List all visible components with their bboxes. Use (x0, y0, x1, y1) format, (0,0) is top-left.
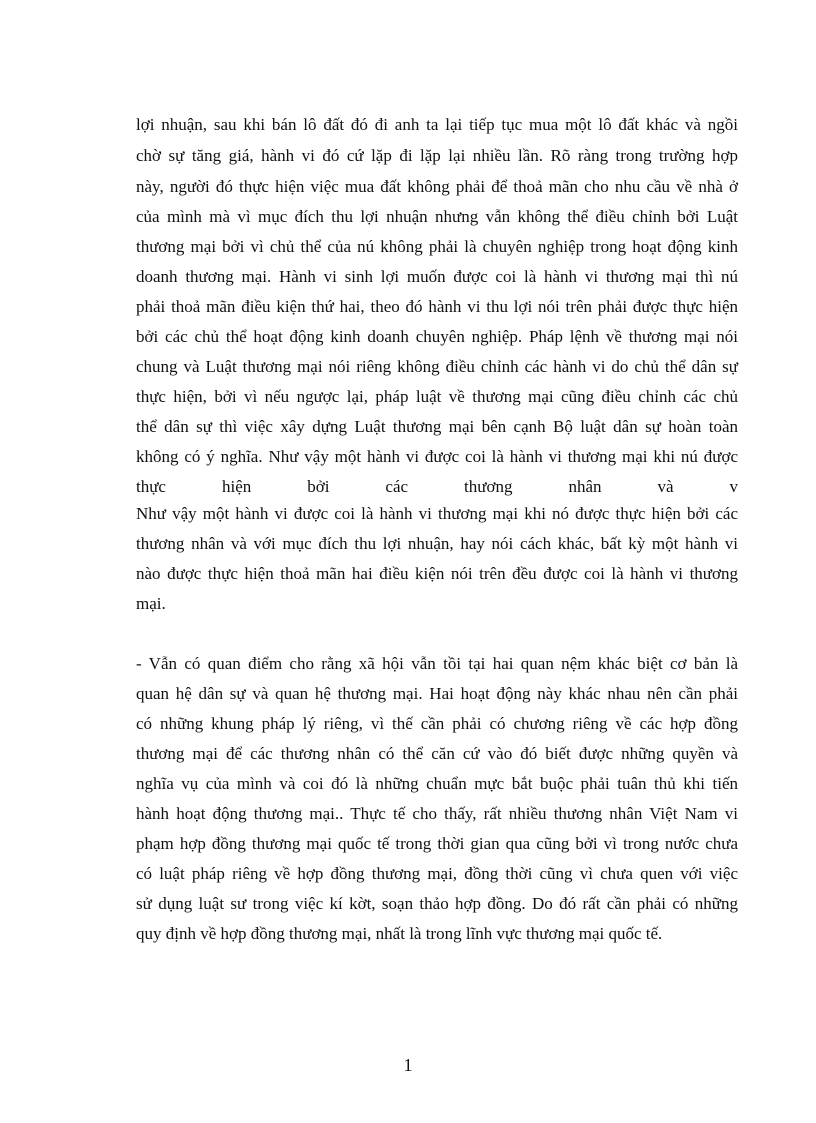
text-line: phải thoả mãn điều kiện thứ hai, theo đó hành vi thu lợi nói trên phải được thực hiện (136, 297, 738, 316)
text-line: này, người đó thực hiện việc mua đất không phải để thoả mãn cho nhu cầu về nhà ở (136, 177, 738, 196)
page-number: 1 (403, 1055, 413, 1075)
text-line: thể dân sự thì việc xây dựng Luật thương mại bên cạnh Bộ luật dân sự hoàn toàn (136, 417, 738, 436)
text-line: nào được thực hiện thoả mãn hai điều kiện nói trên đều được coi là hành vi thương (136, 564, 738, 583)
text-line: mại. (136, 594, 166, 613)
text-line: thương mại để các thương nhân có thể căn cứ vào đó biết được những quyền và (136, 744, 738, 763)
text-line: không có ý nghĩa. Như vậy một hành vi được coi là hành vi thương mại khi nú được (136, 447, 738, 466)
text-line: quy định về hợp đồng thương mại, nhất là trong lĩnh vực thương mại quốc tế. (136, 924, 663, 943)
text-line: hành hoạt động thương mại.. Thực tế cho thấy, rất nhiều thương nhân Việt Nam vi (136, 804, 738, 823)
text-line: - Vẫn có quan điểm cho rằng xã hội vẫn tồi tại hai quan nệm khác biệt cơ bản là (136, 654, 738, 673)
text-line: nghĩa vụ của mình và coi đó là những chuẩn mực bắt buộc phải tuân thủ khi tiến (136, 774, 738, 793)
text-line: doanh thương mại. Hành vi sinh lợi muốn được coi là hành vi thương mại thì nú (136, 267, 738, 286)
text-line: có những khung pháp lý riêng, vì thế cần phải có chương riêng về các hợp đồng (136, 714, 738, 733)
text-line: thực hiện, bởi vì nếu ngược lại, pháp luật về thương mại cũng điều chỉnh các chủ (136, 387, 738, 406)
text-line: quan hệ dân sự và quan hệ thương mại. Hai hoạt động này khác nhau nên cần phải (136, 684, 738, 703)
text-line: của mình mà vì mục đích thu lợi nhuận nhưng vẫn không thể điều chỉnh bởi Luật (136, 207, 738, 226)
text-line: bởi các chủ thể hoạt động kinh doanh chuyên nghiệp. Pháp lệnh về thương mại nói (136, 327, 738, 346)
text-line: có luật pháp riêng về hợp đồng thương mại, đồng thời cũng vì chưa quen với việc (136, 864, 738, 883)
text-line: Như vậy một hành vi được coi là hành vi thương mại khi nó được thực hiện bởi các (136, 504, 738, 523)
text-line: thương nhân và với mục đích thu lợi nhuận, hay nói cách khác, bất kỳ một hành vi (136, 534, 738, 553)
text-line: lợi nhuận, sau khi bán lô đất đó đi anh ta lại tiếp tục mua một lô đất khác và ngồi (136, 115, 738, 134)
text-line: thực hiện bởi các thương nhân và v (136, 477, 738, 496)
text-line: chung và Luật thương mại nói riêng không điều chỉnh các hành vi do chủ thể dân sự (136, 357, 738, 376)
text-line: sử dụng luật sư trong việc kí kờt, soạn thảo hợp đồng. Do đó rất cần phải có những (136, 894, 738, 913)
text-line: chờ sự tăng giá, hành vi đó cứ lặp đi lặp lại nhiều lần. Rõ ràng trong trường hợp (136, 146, 738, 165)
text-line: thương mại bởi vì chủ thể của nú không phải là chuyên nghiệp trong hoạt động kinh (136, 237, 738, 256)
text-line: phạm hợp đồng thương mại quốc tế trong thời gian qua cũng bởi vì trong nước chưa (136, 834, 738, 853)
